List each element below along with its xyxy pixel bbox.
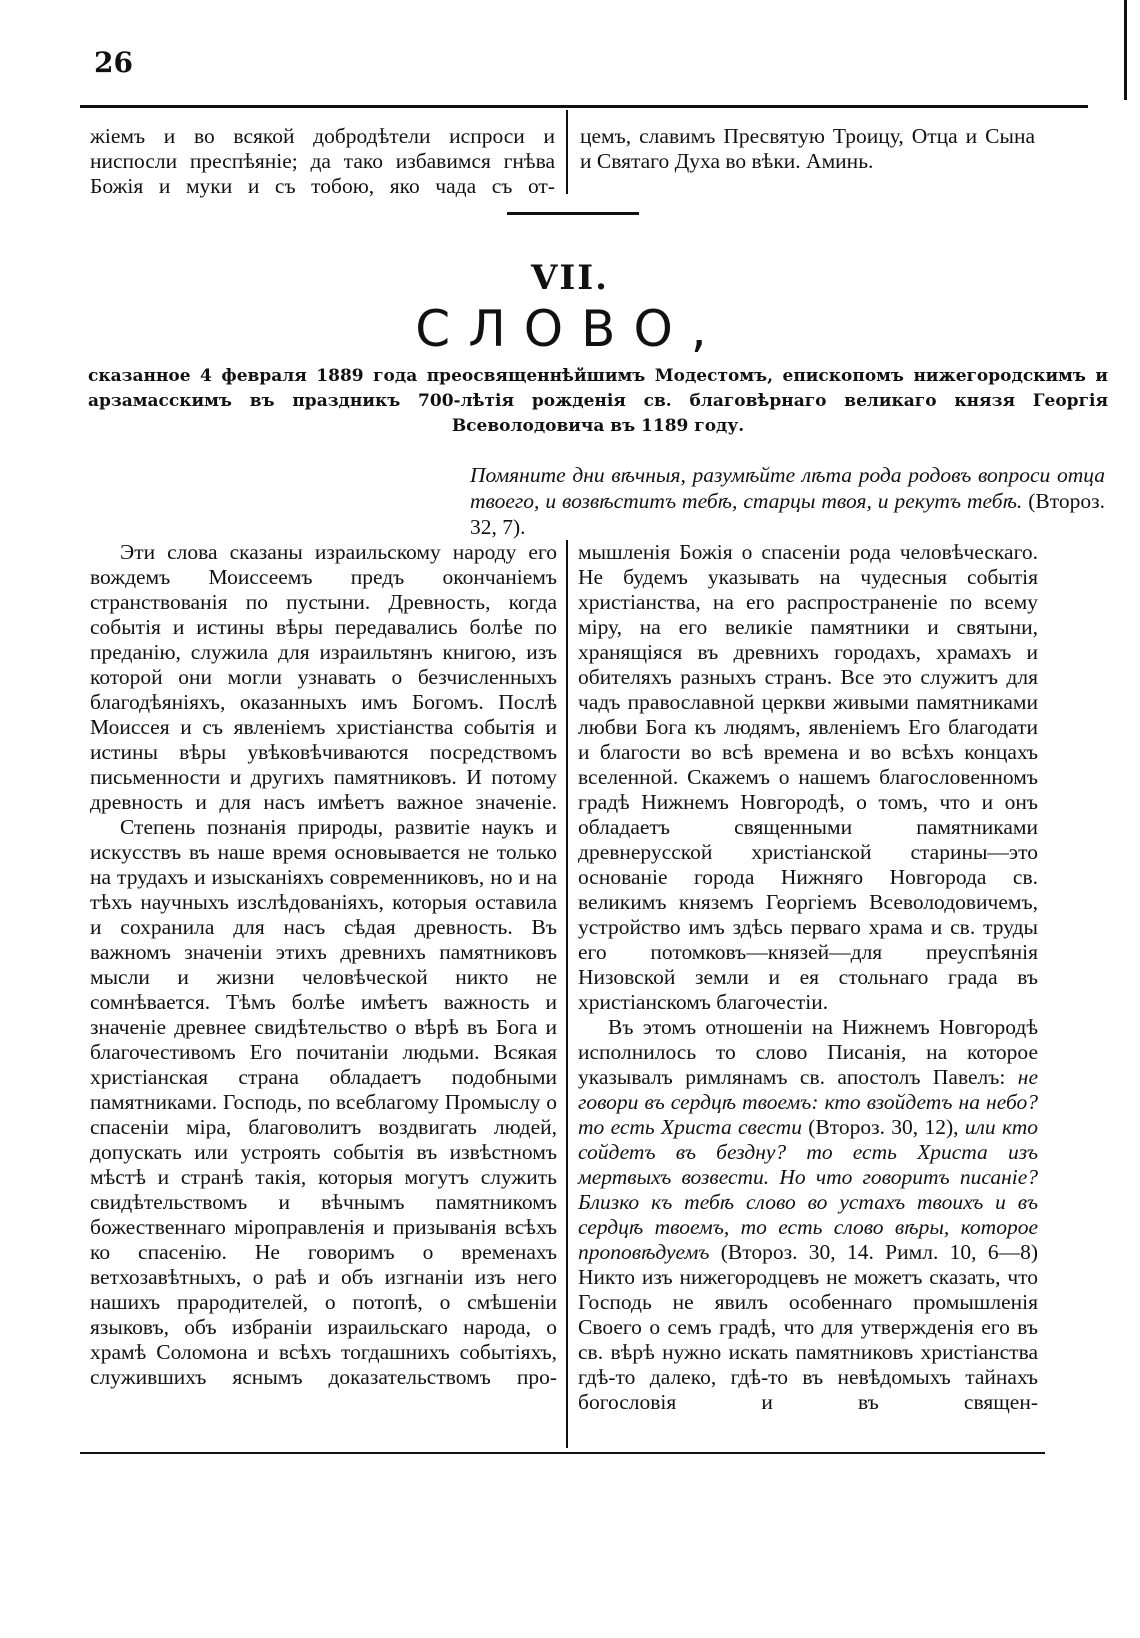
body-column-divider xyxy=(566,540,568,1448)
section-number: VII. xyxy=(530,258,610,298)
top-column-divider xyxy=(566,110,568,194)
top-right-text: цемъ, славимъ Пресвятую Троицу, Отца и Сына и Святаго Духа во вѣки. Аминь. xyxy=(580,124,1035,173)
section-divider xyxy=(507,212,639,215)
top-rule xyxy=(80,105,1088,108)
page-number: 26 xyxy=(94,46,133,79)
body-paragraph xyxy=(578,1015,1038,1415)
scripture-quote: не говори въ сердцѣ твоемъ: кто взойдетъ на небо? то есть Христа свести xyxy=(578,1065,1038,1139)
top-left-text: жіемъ и во всякой добродѣтели испроси и ниспосли преспѣяніе; да тако избавимся гнѣва Божія и муки и съ тобою, яко чада съ от- xyxy=(90,124,555,198)
scripture-reference: (Второз. 30, 12), xyxy=(808,1115,959,1139)
epigraph-text: Помяните дни вѣчныя, разумѣйте лѣта рода родовъ вопроси отца твоего, и возвѣститъ тебѣ, старцы твоя, и рекутъ тебѣ. xyxy=(470,463,1105,513)
subtitle: сказанное 4 февраля 1889 года преосвященнѣйшимъ Модестомъ, епископомъ нижегородскимъ и арзамасскимъ въ праздникъ 700-лѣтія рожденія св. благовѣрнаго великаго князя Георгія Всеволодовича въ 1189 году. xyxy=(88,366,1108,436)
body-paragraph-continued: мышленія Божія о спасеніи рода человѣческаго. Не будемъ указывать на чудесныя событія христіанства, на его распространеніе по всему міру, на его великіе памятники и святыни, хранящіяся въ древнихъ городахъ, храмахъ и обителяхъ разныхъ странъ. Все это служитъ для чадъ православной церкви живыми памятниками любви Бога къ людямъ, явленіемъ Его благодати и благости во всѣ времена и во всѣхъ концахъ вселенной. Скажемъ о нашемъ благословенномъ градѣ Нижнемъ Новгородѣ, о томъ, что и онъ обладаетъ священными памятниками древнерусской христіанской старины—это основаніе города Нижняго Новгорода св. великимъ княземъ Георгіемъ Всеволодовичемъ, устройство имъ здѣсь перваго храма и св. труды его потомковъ—князей—для преуспѣянія Низовской земли и ея стольнаго града въ христіанскомъ благочестіи. xyxy=(578,540,1038,1014)
top-right-column xyxy=(580,124,1035,174)
page-edge-line xyxy=(1124,0,1127,100)
top-left-column xyxy=(90,124,555,199)
bottom-rule xyxy=(80,1452,1045,1454)
body-paragraph: Эти слова сказаны израильскому народу его вождемъ Моиссеемъ предъ окончаніемъ странствованія по пустыни. Древность, когда событія и истины вѣры передавались болѣе по преданію, служила для израильтянъ книгою, изъ которой они могли узнавать о безчисленныхъ благодѣяніяхъ, оказанныхъ имъ Богомъ. Послѣ Моиссея и съ явленіемъ христіанства событія и истины вѣры увѣковѣчиваются посредствомъ письменности и другихъ памятниковъ. И потому древность и для насъ имѣетъ важное значеніе. xyxy=(90,540,557,814)
scripture-quote: или кто сойдетъ въ бездну? то есть Христа изъ мертвыхъ возвести. Но что говоритъ писаніе? Близко къ тебѣ слово во устахъ твоихъ и въ сердцѣ твоемъ, то есть слово вѣры, которое проповѣдуемъ xyxy=(578,1115,1039,1264)
epigraph xyxy=(470,462,1105,540)
body-text: Никто изъ нижегородцевъ не можетъ сказать, что Господь не явилъ особеннаго промышленія Своего о семъ градѣ, что для утвержденія его въ св. вѣрѣ нужно искать памятниковъ христіанства гдѣ-то далеко, гдѣ-то въ невѣдомыхъ тайнахъ богословія и въ священ- xyxy=(578,1265,1038,1414)
body-right-column xyxy=(578,540,1038,1415)
epigraph-reference: (Второз. 32, 7). xyxy=(470,489,1105,539)
body-text: Въ этомъ отношеніи на Нижнемъ Новгородѣ исполнилось то слово Писанія, на которое указывалъ римлянамъ св. апостолъ Павелъ: xyxy=(578,1015,1038,1089)
body-paragraph: Степень познанія природы, развитіе наукъ и искусствъ въ наше время основывается не только на трудахъ и изысканіяхъ современниковъ, но и на тѣхъ научныхъ изслѣдованіяхъ, которыя оставила и сохранила для насъ сѣдая древность. Въ важномъ значеніи этихъ древнихъ памятниковъ мысли и жизни человѣческой никто не сомнѣвается. Тѣмъ болѣе имѣетъ важность и значеніе древнее свидѣтельство о вѣрѣ въ Бога и благочестивомъ Его почитаніи людьми. Всякая христіанская страна обладаетъ подобными памятниками. Господь, по всеблагому Промыслу о спасеніи міра, благоволитъ воздвигать людей, допускать или устроять событія въ извѣстномъ мѣстѣ и странѣ такія, которыя могутъ служить свидѣтельствомъ и вѣчнымъ памятникомъ божественнаго міроправленія и призыванія всѣхъ ко спасенію. Не говоримъ о временахъ ветхозавѣтныхъ, о раѣ и объ изгнаніи изъ него нашихъ прародителей, о потопѣ, о смѣшеніи языковъ, объ избраніи израильскаго народа, о храмѣ Соломона и всѣхъ тогдашнихъ событіяхъ, служившихъ яснымъ доказательствомъ про- xyxy=(90,815,557,1389)
scripture-reference: (Второз. 30, 14. Римл. 10, 6—8) xyxy=(720,1240,1039,1264)
body-left-column xyxy=(90,540,557,1390)
page-title: СЛОВО, xyxy=(415,300,725,358)
